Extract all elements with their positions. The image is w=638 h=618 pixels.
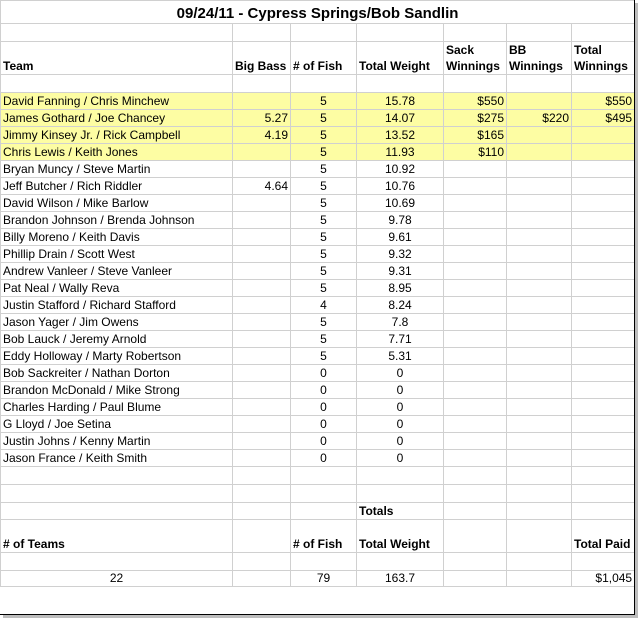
cell[interactable] — [233, 553, 291, 571]
bb-winnings-cell[interactable] — [507, 382, 572, 399]
bb-winnings-cell[interactable] — [507, 399, 572, 416]
table-row — [1, 314, 635, 331]
team-cell[interactable]: Brandon Johnson / Brenda Johnson — [1, 212, 233, 229]
big-bass-cell[interactable] — [233, 399, 291, 416]
footer-num-teams-label[interactable]: # of Teams — [1, 520, 233, 553]
totals-label-row — [1, 503, 635, 520]
num-fish-cell[interactable]: 5 — [291, 263, 357, 280]
sack-winnings-cell[interactable] — [444, 246, 507, 263]
sack-winnings-cell[interactable] — [444, 399, 507, 416]
total-weight-cell[interactable]: 9.32 — [357, 246, 444, 263]
big-bass-cell[interactable]: 5.27 — [233, 110, 291, 127]
total-weight-cell[interactable]: 0 — [357, 450, 444, 467]
num-fish-cell[interactable]: 5 — [291, 229, 357, 246]
table-row — [1, 450, 635, 467]
cell[interactable] — [572, 503, 635, 520]
blank-row — [1, 553, 635, 571]
total-weight-cell[interactable]: 8.24 — [357, 297, 444, 314]
footer-total-paid-label[interactable]: Total Paid — [572, 520, 635, 553]
cell[interactable] — [1, 24, 233, 42]
total-weight-cell[interactable]: 9.61 — [357, 229, 444, 246]
cell[interactable] — [444, 24, 507, 42]
bb-winnings-cell[interactable] — [507, 416, 572, 433]
num-fish-cell[interactable]: 5 — [291, 348, 357, 365]
total-weight-cell[interactable]: 14.07 — [357, 110, 444, 127]
footer-total-weight-value[interactable]: 163.7 — [357, 571, 444, 587]
bb-winnings-cell[interactable] — [507, 297, 572, 314]
cell[interactable] — [1, 503, 233, 520]
sack-winnings-cell[interactable]: $275 — [444, 110, 507, 127]
total-weight-cell[interactable]: 9.78 — [357, 212, 444, 229]
team-cell[interactable]: Pat Neal / Wally Reva — [1, 280, 233, 297]
sack-winnings-cell[interactable]: $165 — [444, 127, 507, 144]
big-bass-cell[interactable] — [233, 144, 291, 161]
total-winnings-cell[interactable] — [572, 433, 635, 450]
sack-winnings-cell[interactable] — [444, 212, 507, 229]
num-fish-cell[interactable]: 5 — [291, 280, 357, 297]
total-weight-cell[interactable]: 0 — [357, 433, 444, 450]
team-cell[interactable]: Jimmy Kinsey Jr. / Rick Campbell — [1, 127, 233, 144]
total-winnings-cell[interactable] — [572, 348, 635, 365]
footer-total-weight-label[interactable]: Total Weight — [357, 520, 444, 553]
cell[interactable] — [1, 553, 233, 571]
header-sack-winnings[interactable]: Sack Winnings — [444, 42, 507, 75]
num-fish-cell[interactable]: 5 — [291, 127, 357, 144]
sack-winnings-cell[interactable] — [444, 348, 507, 365]
team-cell[interactable]: Justin Stafford / Richard Stafford — [1, 297, 233, 314]
total-weight-cell[interactable]: 9.31 — [357, 263, 444, 280]
table-row — [1, 144, 635, 161]
footer-header-row — [1, 520, 635, 553]
table-row — [1, 263, 635, 280]
bb-winnings-cell[interactable] — [507, 246, 572, 263]
blank-row — [1, 485, 635, 503]
header-big-bass[interactable]: Big Bass — [233, 42, 291, 75]
cell[interactable] — [507, 75, 572, 93]
cell[interactable] — [357, 24, 444, 42]
total-weight-cell[interactable]: 0 — [357, 416, 444, 433]
bb-winnings-cell[interactable] — [507, 314, 572, 331]
team-cell[interactable]: Charles Harding / Paul Blume — [1, 399, 233, 416]
total-winnings-cell[interactable] — [572, 331, 635, 348]
blank-row — [1, 467, 635, 485]
bb-winnings-cell[interactable] — [507, 348, 572, 365]
cell[interactable] — [233, 520, 291, 553]
table-row — [1, 246, 635, 263]
bb-winnings-cell[interactable] — [507, 144, 572, 161]
num-fish-cell[interactable]: 5 — [291, 195, 357, 212]
bb-winnings-cell[interactable] — [507, 161, 572, 178]
big-bass-cell[interactable] — [233, 348, 291, 365]
big-bass-cell[interactable] — [233, 416, 291, 433]
num-fish-cell[interactable]: 0 — [291, 399, 357, 416]
header-bb-winnings[interactable]: BB Winnings — [507, 42, 572, 75]
sack-winnings-cell[interactable] — [444, 161, 507, 178]
cell[interactable] — [572, 467, 635, 485]
num-fish-cell[interactable]: 0 — [291, 450, 357, 467]
table-row — [1, 161, 635, 178]
total-winnings-cell[interactable] — [572, 297, 635, 314]
sack-winnings-cell[interactable] — [444, 280, 507, 297]
num-fish-cell[interactable]: 5 — [291, 110, 357, 127]
table-row — [1, 212, 635, 229]
bb-winnings-cell[interactable] — [507, 212, 572, 229]
cell[interactable] — [233, 503, 291, 520]
bb-winnings-cell[interactable] — [507, 195, 572, 212]
bb-winnings-cell[interactable] — [507, 331, 572, 348]
total-winnings-cell[interactable]: $495 — [572, 110, 635, 127]
total-winnings-cell[interactable] — [572, 246, 635, 263]
table-row — [1, 365, 635, 382]
table-row — [1, 280, 635, 297]
total-weight-cell[interactable]: 13.52 — [357, 127, 444, 144]
team-cell[interactable]: G Lloyd / Joe Setina — [1, 416, 233, 433]
total-winnings-cell[interactable] — [572, 195, 635, 212]
cell[interactable] — [357, 75, 444, 93]
cell[interactable] — [572, 485, 635, 503]
num-fish-cell[interactable]: 5 — [291, 161, 357, 178]
total-winnings-cell[interactable] — [572, 229, 635, 246]
table-row — [1, 348, 635, 365]
total-weight-cell[interactable]: 15.78 — [357, 93, 444, 110]
total-winnings-cell[interactable] — [572, 382, 635, 399]
sack-winnings-cell[interactable] — [444, 195, 507, 212]
cell[interactable] — [572, 24, 635, 42]
cell[interactable] — [357, 485, 444, 503]
table-row — [1, 382, 635, 399]
table-row — [1, 93, 635, 110]
cell[interactable] — [572, 553, 635, 571]
team-cell[interactable]: Bob Sackreiter / Nathan Dorton — [1, 365, 233, 382]
sack-winnings-cell[interactable] — [444, 382, 507, 399]
totals-label[interactable]: Totals — [357, 503, 444, 520]
cell[interactable] — [444, 553, 507, 571]
footer-num-fish-value[interactable]: 79 — [291, 571, 357, 587]
cell[interactable] — [507, 503, 572, 520]
big-bass-cell[interactable] — [233, 263, 291, 280]
bb-winnings-cell[interactable] — [507, 93, 572, 110]
team-cell[interactable]: Andrew Vanleer / Steve Vanleer — [1, 263, 233, 280]
big-bass-cell[interactable] — [233, 382, 291, 399]
bb-winnings-cell[interactable] — [507, 263, 572, 280]
big-bass-cell[interactable] — [233, 433, 291, 450]
header-team[interactable]: Team — [1, 42, 233, 75]
header-row — [1, 42, 635, 75]
big-bass-cell[interactable] — [233, 314, 291, 331]
sack-winnings-cell[interactable] — [444, 229, 507, 246]
cell[interactable] — [1, 75, 233, 93]
table-row — [1, 331, 635, 348]
table-row — [1, 416, 635, 433]
header-total-winnings[interactable]: Total Winnings — [572, 42, 635, 75]
table-row — [1, 178, 635, 195]
table-row — [1, 127, 635, 144]
total-weight-cell[interactable]: 10.92 — [357, 161, 444, 178]
num-fish-cell[interactable]: 0 — [291, 365, 357, 382]
team-cell[interactable]: James Gothard / Joe Chancey — [1, 110, 233, 127]
team-cell[interactable]: Bob Lauck / Jeremy Arnold — [1, 331, 233, 348]
sack-winnings-cell[interactable] — [444, 178, 507, 195]
cell[interactable] — [233, 571, 291, 587]
bb-winnings-cell[interactable] — [507, 450, 572, 467]
bb-winnings-cell[interactable] — [507, 127, 572, 144]
cell[interactable] — [291, 467, 357, 485]
team-cell[interactable]: Phillip Drain / Scott West — [1, 246, 233, 263]
cell[interactable] — [507, 467, 572, 485]
cell[interactable] — [444, 503, 507, 520]
team-cell[interactable]: Billy Moreno / Keith Davis — [1, 229, 233, 246]
cell[interactable] — [572, 75, 635, 93]
total-winnings-cell[interactable] — [572, 280, 635, 297]
big-bass-cell[interactable] — [233, 450, 291, 467]
total-weight-cell[interactable]: 8.95 — [357, 280, 444, 297]
big-bass-cell[interactable]: 4.64 — [233, 178, 291, 195]
sack-winnings-cell[interactable] — [444, 365, 507, 382]
table-row — [1, 433, 635, 450]
table-row — [1, 110, 635, 127]
blank-row — [1, 24, 635, 42]
num-fish-cell[interactable]: 5 — [291, 246, 357, 263]
sack-winnings-cell[interactable] — [444, 331, 507, 348]
cell[interactable] — [507, 571, 572, 587]
total-winnings-cell[interactable] — [572, 365, 635, 382]
total-winnings-cell[interactable] — [572, 314, 635, 331]
bb-winnings-cell[interactable] — [507, 178, 572, 195]
footer-num-fish-label[interactable]: # of Fish — [291, 520, 357, 553]
num-fish-cell[interactable]: 0 — [291, 433, 357, 450]
team-cell[interactable]: Chris Lewis / Keith Jones — [1, 144, 233, 161]
num-fish-cell[interactable]: 0 — [291, 416, 357, 433]
cell[interactable] — [444, 485, 507, 503]
total-weight-cell[interactable]: 10.76 — [357, 178, 444, 195]
total-winnings-cell[interactable] — [572, 212, 635, 229]
cell[interactable] — [233, 467, 291, 485]
sack-winnings-cell[interactable] — [444, 314, 507, 331]
total-winnings-cell[interactable] — [572, 161, 635, 178]
sack-winnings-cell[interactable]: $110 — [444, 144, 507, 161]
team-cell[interactable]: Jeff Butcher / Rich Riddler — [1, 178, 233, 195]
num-fish-cell[interactable]: 5 — [291, 331, 357, 348]
blank-row — [1, 75, 635, 93]
team-cell[interactable]: David Fanning / Chris Minchew — [1, 93, 233, 110]
team-cell[interactable]: Bryan Muncy / Steve Martin — [1, 161, 233, 178]
team-cell[interactable]: Justin Johns / Kenny Martin — [1, 433, 233, 450]
total-weight-cell[interactable]: 0 — [357, 365, 444, 382]
cell[interactable] — [291, 553, 357, 571]
total-winnings-cell[interactable] — [572, 178, 635, 195]
big-bass-cell[interactable] — [233, 161, 291, 178]
cell[interactable] — [444, 571, 507, 587]
total-weight-cell[interactable]: 7.8 — [357, 314, 444, 331]
table-row — [1, 229, 635, 246]
cell[interactable] — [1, 485, 233, 503]
num-fish-cell[interactable]: 5 — [291, 314, 357, 331]
total-winnings-cell[interactable] — [572, 263, 635, 280]
cell[interactable] — [507, 485, 572, 503]
cell[interactable] — [357, 553, 444, 571]
sack-winnings-cell[interactable]: $550 — [444, 93, 507, 110]
big-bass-cell[interactable] — [233, 331, 291, 348]
cell[interactable] — [233, 485, 291, 503]
sack-winnings-cell[interactable] — [444, 416, 507, 433]
total-weight-cell[interactable]: 10.69 — [357, 195, 444, 212]
table-row — [1, 297, 635, 314]
big-bass-cell[interactable] — [233, 246, 291, 263]
sack-winnings-cell[interactable] — [444, 297, 507, 314]
big-bass-cell[interactable] — [233, 195, 291, 212]
cell[interactable] — [507, 24, 572, 42]
title-row — [1, 1, 635, 24]
big-bass-cell[interactable] — [233, 280, 291, 297]
cell[interactable] — [1, 467, 233, 485]
cell[interactable] — [291, 485, 357, 503]
header-num-fish[interactable]: # of Fish — [291, 42, 357, 75]
page-title[interactable]: 09/24/11 - Cypress Springs/Bob Sandlin — [1, 1, 635, 24]
big-bass-cell[interactable] — [233, 212, 291, 229]
team-cell[interactable]: Jason France / Keith Smith — [1, 450, 233, 467]
footer-values-row — [1, 571, 635, 587]
num-fish-cell[interactable]: 5 — [291, 178, 357, 195]
bb-winnings-cell[interactable] — [507, 229, 572, 246]
cell[interactable] — [444, 520, 507, 553]
cell[interactable] — [233, 24, 291, 42]
num-fish-cell[interactable]: 5 — [291, 144, 357, 161]
big-bass-cell[interactable] — [233, 365, 291, 382]
bb-winnings-cell[interactable]: $220 — [507, 110, 572, 127]
total-weight-cell[interactable]: 0 — [357, 399, 444, 416]
total-winnings-cell[interactable] — [572, 450, 635, 467]
total-winnings-cell[interactable] — [572, 127, 635, 144]
big-bass-cell[interactable]: 4.19 — [233, 127, 291, 144]
team-cell[interactable]: David Wilson / Mike Barlow — [1, 195, 233, 212]
cell[interactable] — [291, 75, 357, 93]
cell[interactable] — [444, 467, 507, 485]
cell[interactable] — [291, 24, 357, 42]
team-cell[interactable]: Brandon McDonald / Mike Strong — [1, 382, 233, 399]
header-total-weight[interactable]: Total Weight — [357, 42, 444, 75]
team-cell[interactable]: Eddy Holloway / Marty Robertson — [1, 348, 233, 365]
num-fish-cell[interactable]: 5 — [291, 93, 357, 110]
bb-winnings-cell[interactable] — [507, 280, 572, 297]
big-bass-cell[interactable] — [233, 93, 291, 110]
total-winnings-cell[interactable] — [572, 416, 635, 433]
total-weight-cell[interactable]: 0 — [357, 382, 444, 399]
total-weight-cell[interactable]: 7.71 — [357, 331, 444, 348]
total-weight-cell[interactable]: 5.31 — [357, 348, 444, 365]
table-row — [1, 399, 635, 416]
cell[interactable] — [357, 467, 444, 485]
sack-winnings-cell[interactable] — [444, 263, 507, 280]
total-winnings-cell[interactable] — [572, 399, 635, 416]
cell[interactable] — [444, 75, 507, 93]
team-cell[interactable]: Jason Yager / Jim Owens — [1, 314, 233, 331]
total-winnings-cell[interactable]: $550 — [572, 93, 635, 110]
num-fish-cell[interactable]: 4 — [291, 297, 357, 314]
sack-winnings-cell[interactable] — [444, 433, 507, 450]
cell[interactable] — [233, 75, 291, 93]
footer-num-teams-value[interactable]: 22 — [1, 571, 233, 587]
num-fish-cell[interactable]: 0 — [291, 382, 357, 399]
bb-winnings-cell[interactable] — [507, 433, 572, 450]
num-fish-cell[interactable]: 5 — [291, 212, 357, 229]
cell[interactable] — [291, 503, 357, 520]
big-bass-cell[interactable] — [233, 297, 291, 314]
cell[interactable] — [507, 520, 572, 553]
total-winnings-cell[interactable] — [572, 144, 635, 161]
footer-total-paid-value[interactable]: $1,045 — [572, 571, 635, 587]
bb-winnings-cell[interactable] — [507, 365, 572, 382]
big-bass-cell[interactable] — [233, 229, 291, 246]
cell[interactable] — [507, 553, 572, 571]
total-weight-cell[interactable]: 11.93 — [357, 144, 444, 161]
table-row — [1, 195, 635, 212]
sack-winnings-cell[interactable] — [444, 450, 507, 467]
